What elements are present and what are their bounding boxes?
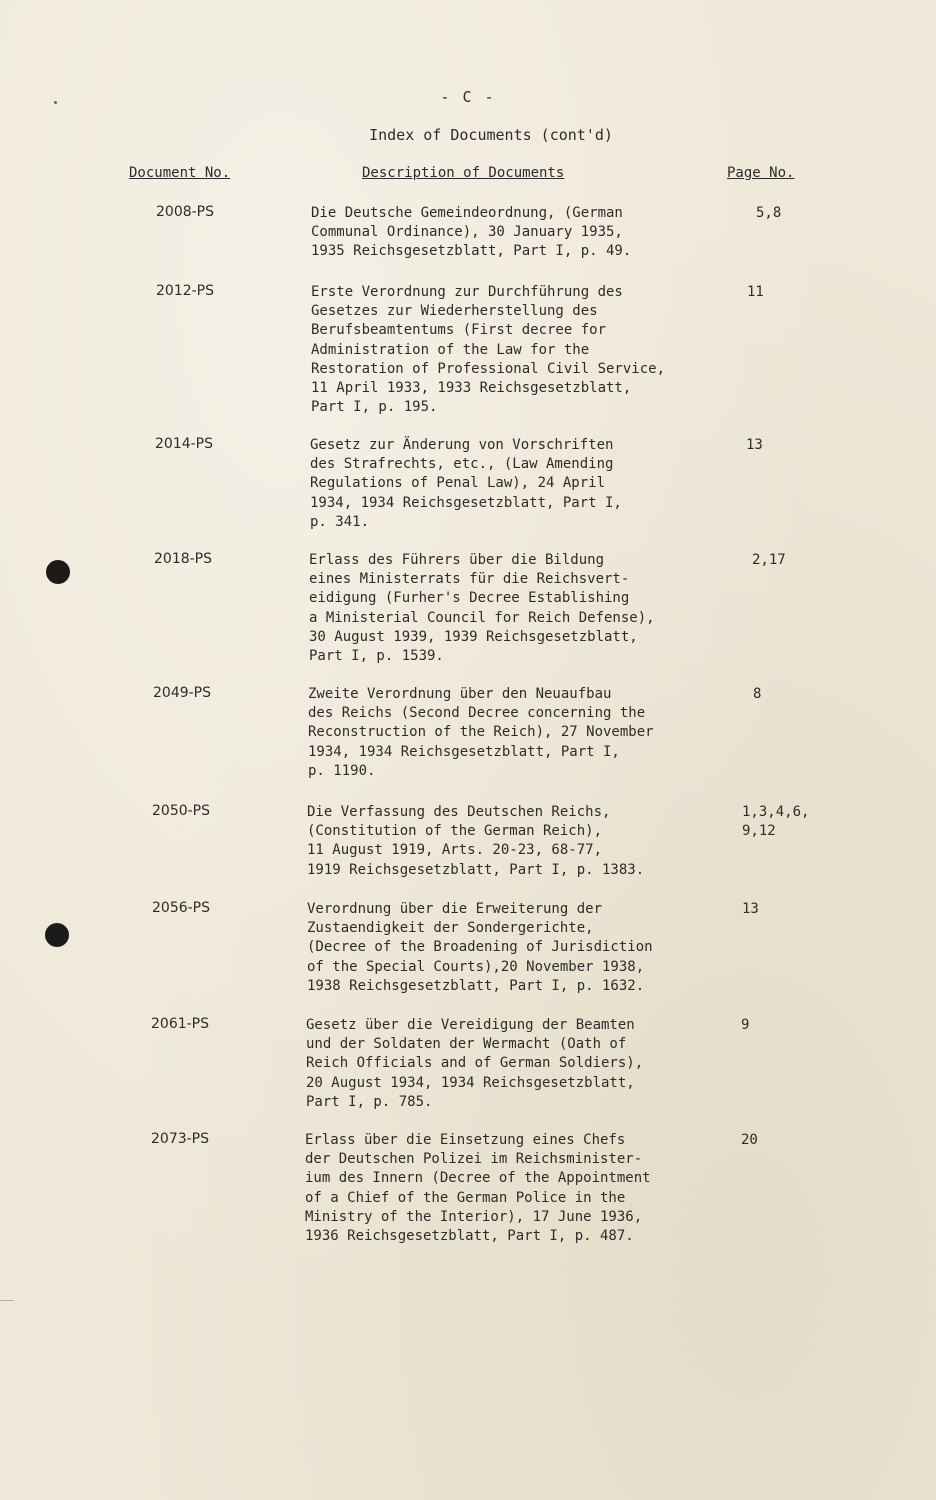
page-references: 1,3,4,6, 9,12 — [742, 804, 810, 840]
column-header-description: Description of Documents — [362, 165, 565, 181]
page-references: 13 — [746, 437, 763, 453]
document-number: 2061-PS — [151, 1016, 210, 1032]
page-references: 2,17 — [752, 552, 786, 568]
document-number: 2049-PS — [153, 685, 212, 701]
page-references: 5,8 — [756, 205, 782, 221]
page-references: 11 — [747, 284, 764, 300]
page-references: 13 — [742, 901, 759, 917]
document-description: Erlass über die Einsetzung eines Chefs der Deutschen Polizei im Reichsminister- ium des Innern (Decree of the Appointment of a Chief of the German Police in the Ministry of the Interior), 17 June 1936, 1936 Reichsgesetzblatt, Part I, p. 487. — [305, 1132, 651, 1245]
page-number: - C - — [440, 88, 496, 106]
document-number: 2012-PS — [156, 283, 215, 299]
document-description: Verordnung über die Erweiterung der Zustaendigkeit der Sondergerichte, (Decree of the Broadening of Jurisdiction of the Special Courts),20 November 1938, 1938 Reichsgesetzblatt, Part I, p. 1632. — [307, 901, 653, 994]
document-number: 2018-PS — [154, 551, 213, 567]
column-header-document-no: Document No. — [129, 165, 231, 181]
edge-mark — [0, 1300, 14, 1301]
document-number: 2050-PS — [152, 803, 211, 819]
document-description: Gesetz zur Änderung von Vorschriften des Strafrechts, etc., (Law Amending Regulations of Penal Law), 24 April 1934, 1934 Reichsgesetzblatt, Part I, p. 341. — [310, 437, 622, 530]
document-description: Erlass des Führers über die Bildung eines Ministerrats für die Reichsvert- eidigung (Furher's Decree Establishing a Ministerial Council for Reich Defense), 30 August 1939, 1939 Reichsgesetzblatt, Part I, p. 1539. — [309, 552, 655, 665]
punch-hole — [46, 560, 70, 584]
page-references: 9 — [741, 1017, 750, 1033]
document-number: 2056-PS — [152, 900, 211, 916]
document-description: Erste Verordnung zur Durchführung des Gesetzes zur Wiederherstellung des Berufsbeamtentums (First decree for Administration of the Law for the Restoration of Professional Civil Service, 11 April 1933, 1933 Reichsgesetzblatt, Part I, p. 195. — [311, 284, 666, 416]
document-number: 2014-PS — [155, 436, 214, 452]
document-number: 2073-PS — [151, 1131, 210, 1147]
document-description: Zweite Verordnung über den Neuaufbau des Reichs (Second Decree concerning the Reconstruction of the Reich), 27 November 1934, 1934 Reichsgesetzblatt, Part I, p. 1190. — [308, 686, 654, 779]
punch-hole — [45, 923, 69, 947]
page-references: 20 — [741, 1132, 758, 1148]
page-references: 8 — [753, 686, 762, 702]
column-header-page-no: Page No. — [727, 165, 795, 181]
document-title: Index of Documents (cont'd) — [369, 126, 613, 144]
document-description: Die Verfassung des Deutschen Reichs, (Constitution of the German Reich), 11 August 1919, Arts. 20-23, 68-77, 1919 Reichsgesetzblatt, Part I, p. 1383. — [307, 804, 645, 878]
document-number: 2008-PS — [156, 204, 215, 220]
document-description: Die Deutsche Gemeindeordnung, (German Communal Ordinance), 30 January 1935, 1935 Reichsgesetzblatt, Part I, p. 49. — [311, 205, 632, 260]
document-description: Gesetz über die Vereidigung der Beamten und der Soldaten der Wermacht (Oath of Reich Officials and of German Soldiers), 20 August 1934, 1934 Reichsgesetzblatt, Part I, p. 785. — [306, 1017, 644, 1110]
